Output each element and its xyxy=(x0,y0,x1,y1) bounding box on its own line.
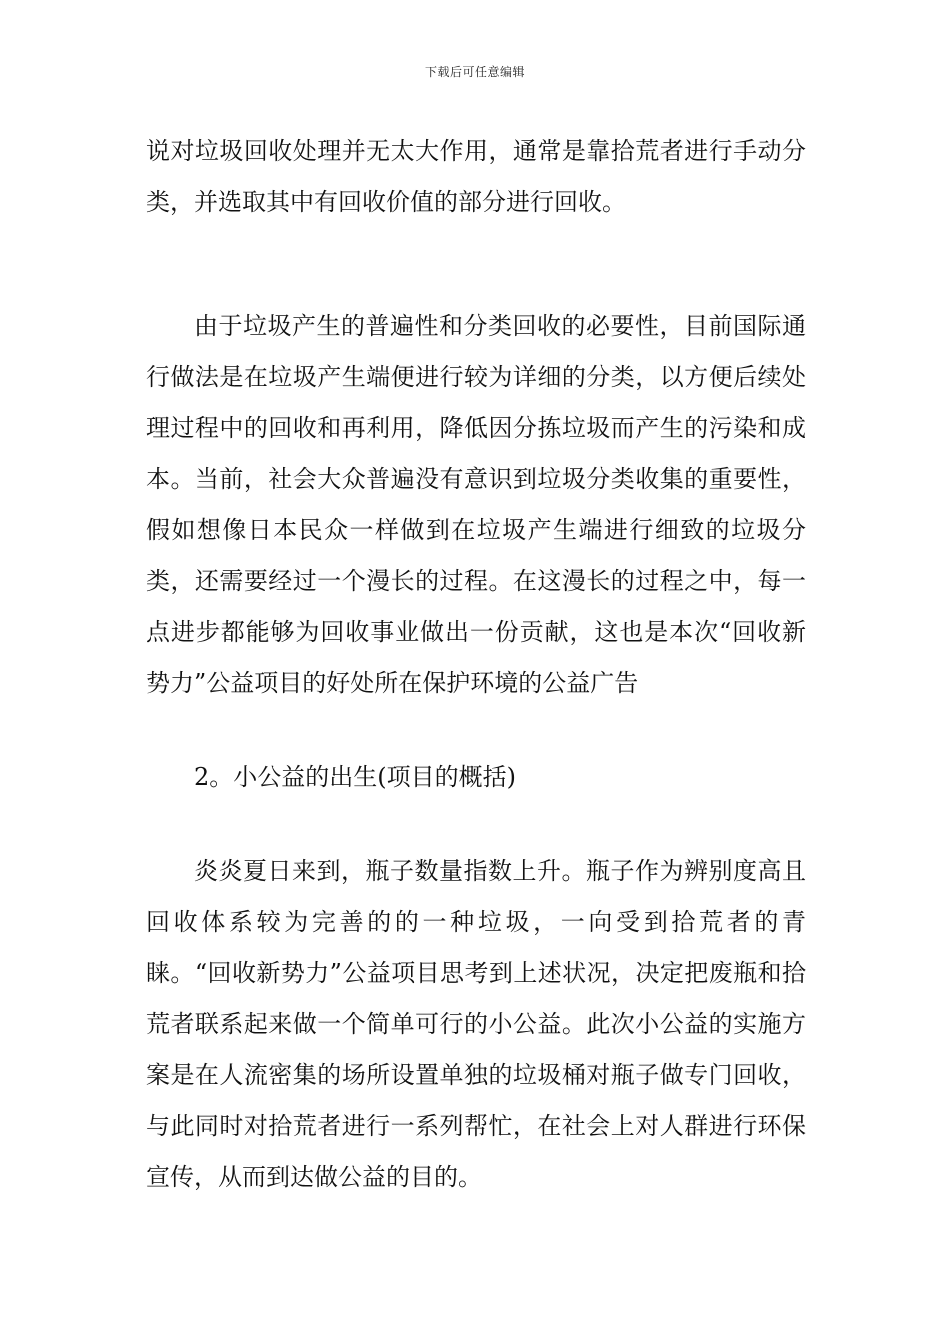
page-header: 下载后可任意编辑 xyxy=(424,65,525,79)
document-body xyxy=(146,126,806,1203)
paragraph-continuation: 说对垃圾回收处理并无太大作用，通常是靠拾荒者进行手动分类，并选取其中有回收价值的部分进行回收。 xyxy=(146,137,806,216)
section-heading: 2。小公益的出生(项目的概括) xyxy=(194,763,516,791)
paragraph-project-summary: 炎炎夏日来到，瓶子数量指数上升。瓶子作为辨别度高且回收体系较为完善的的一种垃圾，一向受到拾荒者的青睐。“回收新势力”公益项目思考到上述状况，决定把废瓶和拾荒者联系起来做一个简单可行的小公益。此次小公益的实施方案是在人流密集的场所设置单独的垃圾桶对瓶子做专门回收，与此同时对拾荒者进行一系列帮忙，在社会上对人群进行环保宣传，从而到达做公益的目的。 xyxy=(146,857,806,1191)
paragraph-spacer xyxy=(146,803,806,846)
paragraph-waste-classification: 由于垃圾产生的普遍性和分类回收的必要性，目前国际通行做法是在垃圾产生端便进行较为详细的分类，以方便后续处理过程中的回收和再利用，降低因分拣垃圾而产生的污染和成本。当前，社会大众普遍没有意识到垃圾分类收集的重要性，假如想像日本民众一样做到在垃圾产生端进行细致的垃圾分类，还需要经过一个漫长的过程。在这漫长的过程之中，每一点进步都能够为回收事业做出一份贡献，这也是本次“回收新势力”公益项目的好处所在保护环境的公益广告 xyxy=(146,312,806,697)
paragraph-spacer xyxy=(146,709,806,752)
paragraph-spacer xyxy=(146,228,806,301)
